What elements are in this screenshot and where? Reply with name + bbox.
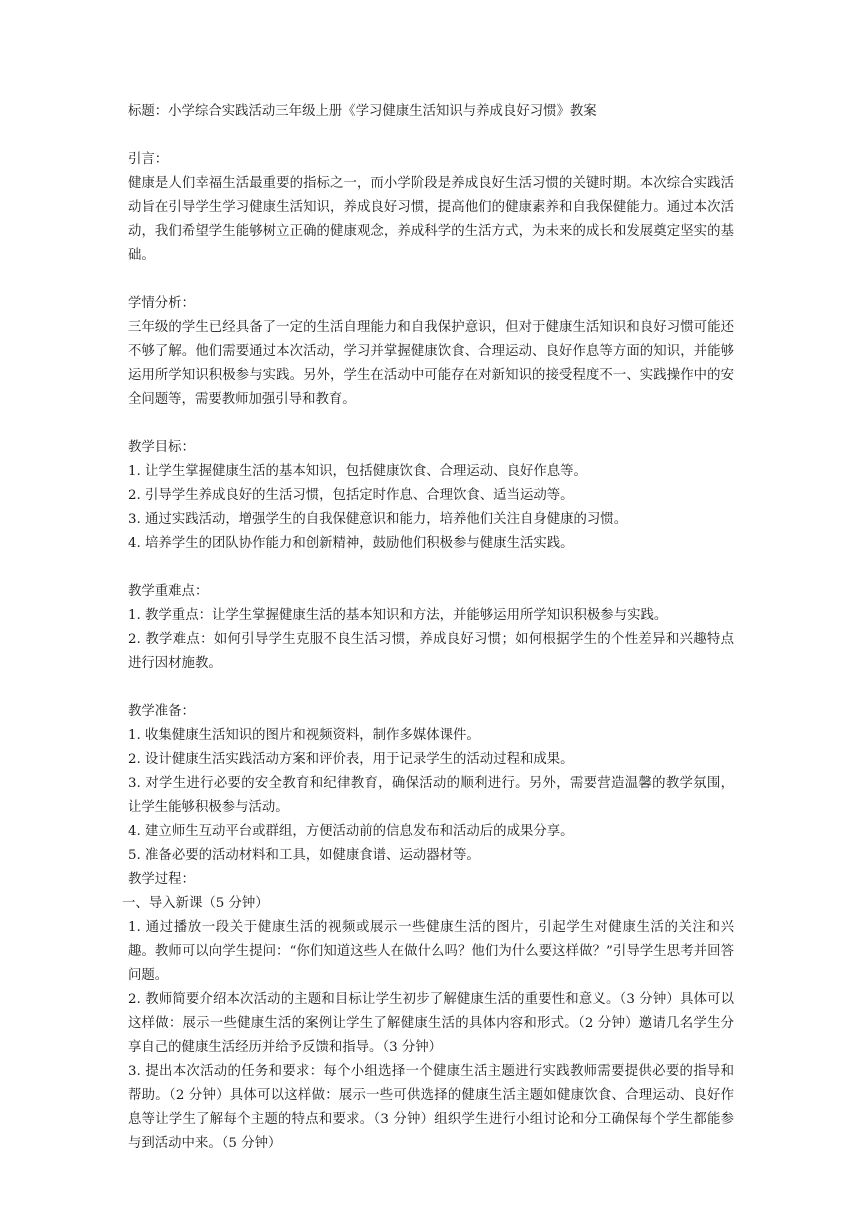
process-heading: 教学过程：: [128, 872, 195, 887]
keypoints-heading: 教学重难点：: [128, 584, 209, 599]
intro-section: [128, 148, 734, 268]
analysis-heading: 学情分析：: [128, 296, 195, 311]
goal-item: 1. 让学生掌握健康生活的基本知识，包括健康饮食、合理运动、良好作息等。: [128, 464, 587, 479]
document-body: [122, 100, 734, 1156]
preparation-section: [128, 700, 734, 868]
analysis-section: [128, 292, 734, 412]
preparation-item: 1. 收集健康生活知识的图片和视频资料，制作多媒体课件。: [128, 728, 480, 743]
analysis-paragraph: 三年级的学生已经具备了一定的生活自理能力和自我保护意识，但对于健康生活知识和良好习惯可能还不够了解。他们需要通过本次活动，学习并掌握健康饮食、合理运动、良好作息等方面的知识，并能够运用所学知识积极参与实践。另外，学生在活动中可能存在对新知识的接受程度不一、实践操作中的安全问题等，需要教师加强引导和教育。: [128, 320, 734, 407]
intro-heading: 引言：: [128, 152, 169, 167]
process-section: [122, 868, 734, 1156]
keypoint-item: 2. 教学难点：如何引导学生克服不良生活习惯，养成良好习惯；如何根据学生的个性差异和兴趣特点进行因材施教。: [128, 632, 734, 671]
goals-section: [128, 436, 734, 556]
goals-heading: 教学目标：: [128, 440, 195, 455]
keypoint-item: 1. 教学重点：让学生掌握健康生活的基本知识和方法，并能够运用所学知识积极参与实践。: [128, 608, 668, 623]
goal-item: 2. 引导学生养成良好的生活习惯，包括定时作息、合理饮食、适当运动等。: [128, 488, 574, 503]
preparation-item: 4. 建立师生互动平台或群组，方便活动前的信息发布和活动后的成果分享。: [128, 824, 574, 839]
keypoints-section: [128, 580, 734, 676]
document-title: 标题：小学综合实践活动三年级上册《学习健康生活知识与养成良好习惯》教案: [128, 104, 597, 119]
goal-item: 4. 培养学生的团队协作能力和创新精神，鼓励他们积极参与健康生活实践。: [128, 536, 574, 551]
preparation-item: 2. 设计健康生活实践活动方案和评价表，用于记录学生的活动过程和成果。: [128, 752, 574, 767]
process-subheading: 一、导入新课（5 分钟）: [122, 896, 269, 911]
preparation-item: 5. 准备必要的活动材料和工具，如健康食谱、运动器材等。: [128, 848, 480, 863]
preparation-item: 3. 对学生进行必要的安全教育和纪律教育，确保活动的顺利进行。另外，需要营造温馨的教学氛围，让学生能够积极参与活动。: [128, 776, 734, 815]
process-step: 1. 通过播放一段关于健康生活的视频或展示一些健康生活的图片，引起学生对健康生活的关注和兴趣。教师可以向学生提问：“你们知道这些人在做什么吗？他们为什么要这样做？”引导学生思考并回答问题。: [128, 920, 734, 983]
process-step: 2. 教师简要介绍本次活动的主题和目标让学生初步了解健康生活的重要性和意义。（3 分钟）具体可以这样做：展示一些健康生活的案例让学生了解健康生活的具体内容和形式。（2 分钟）邀请几名学生分享自己的健康生活经历并给予反馈和指导。（3 分钟）: [128, 992, 734, 1055]
preparation-heading: 教学准备：: [128, 704, 195, 719]
goal-item: 3. 通过实践活动，增强学生的自我保健意识和能力，培养他们关注自身健康的习惯。: [128, 512, 628, 527]
intro-paragraph: 健康是人们幸福生活最重要的指标之一，而小学阶段是养成良好生活习惯的关键时期。本次综合实践活动旨在引导学生学习健康生活知识，养成良好习惯，提高他们的健康素养和自我保健能力。通过本次活动，我们希望学生能够树立正确的健康观念，养成科学的生活方式，为未来的成长和发展奠定坚实的基础。: [128, 176, 734, 263]
process-step: 3. 提出本次活动的任务和要求：每个小组选择一个健康生活主题进行实践教师需要提供必要的指导和帮助。（2 分钟）具体可以这样做：展示一些可供选择的健康生活主题如健康饮食、合理运动、良好作息等让学生了解每个主题的特点和要求。（3 分钟）组织学生进行小组讨论和分工确保每个学生都能参与到活动中来。（5 分钟）: [128, 1064, 734, 1151]
